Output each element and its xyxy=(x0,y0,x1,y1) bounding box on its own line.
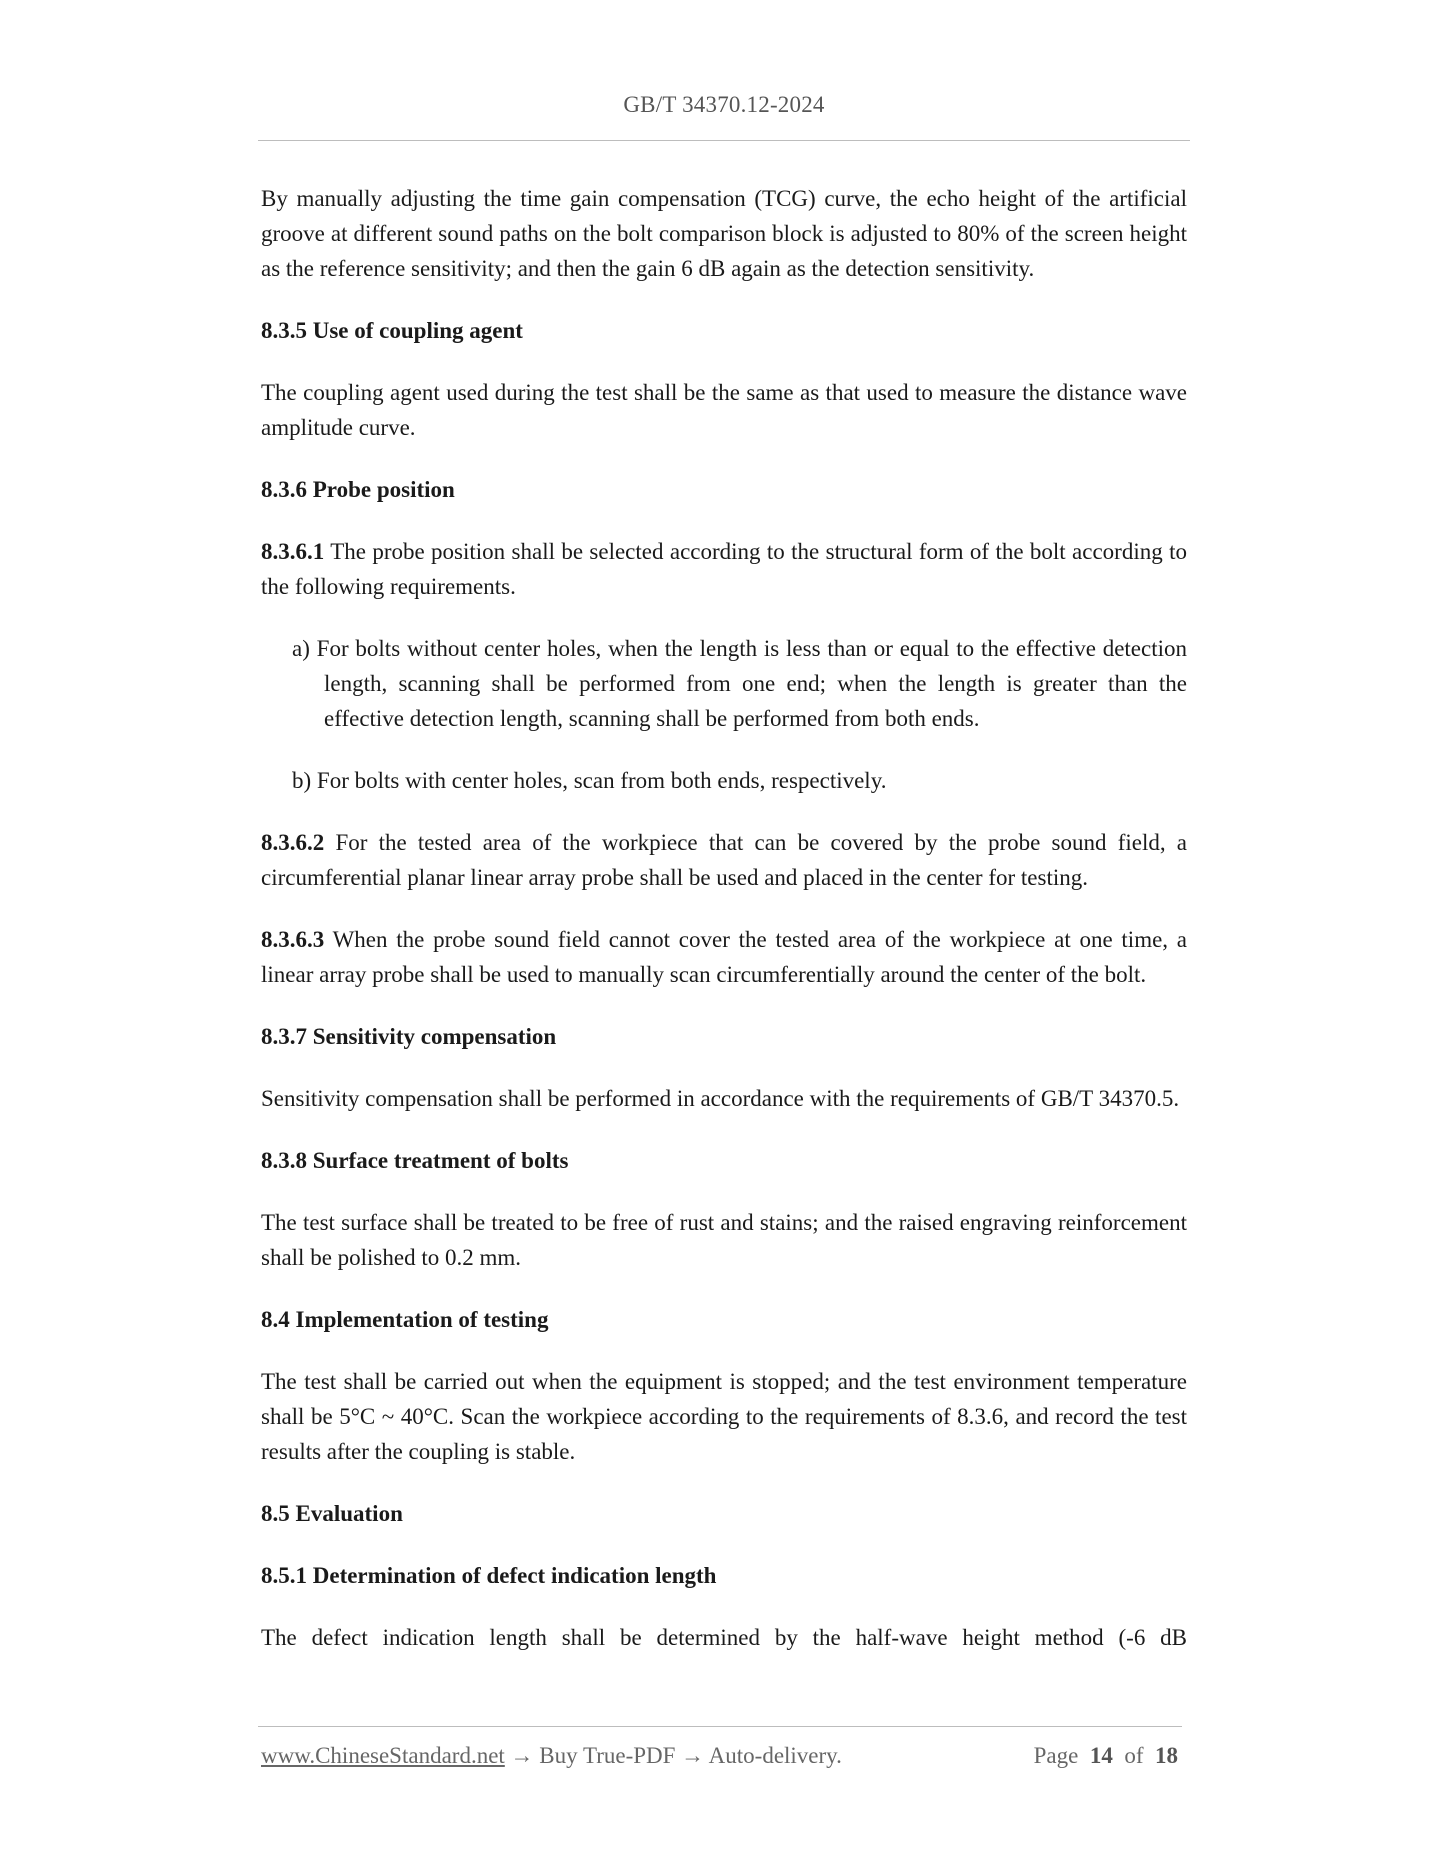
website-link[interactable]: www.ChineseStandard.net xyxy=(261,1743,505,1768)
heading-8-3-6: 8.3.6 Probe position xyxy=(261,477,455,502)
clause-number: 8.3.6.1 xyxy=(261,539,325,564)
heading-8-5-1: 8.5.1 Determination of defect indication length xyxy=(261,1563,717,1588)
heading-8-4: 8.4 Implementation of testing xyxy=(261,1307,549,1332)
footer-promo xyxy=(261,1743,842,1769)
clause-number: 8.3.6.2 xyxy=(261,830,325,855)
page-label: Page xyxy=(1033,1743,1079,1768)
page-number xyxy=(1034,1743,1178,1769)
paragraph-8-3-8: The test surface shall be treated to be free of rust and stains; and the raised engraving reinforcement shall be polished to 0.2 mm. xyxy=(261,1210,1187,1270)
paragraph-8-3-5: The coupling agent used during the test shall be the same as that used to measure the distance wave amplitude curve. xyxy=(261,380,1187,440)
clause-8-3-6-2 xyxy=(261,825,1187,895)
header-divider xyxy=(258,140,1190,141)
clause-text: For the tested area of the workpiece that can be covered by the probe sound field, a circumferential planar linear array probe shall be used and placed in the center for testing. xyxy=(261,830,1187,890)
heading-8-3-5: 8.3.5 Use of coupling agent xyxy=(261,318,523,343)
total-pages: 18 xyxy=(1155,1743,1178,1768)
clause-number: 8.3.6.3 xyxy=(261,927,325,952)
heading-8-3-7: 8.3.7 Sensitivity compensation xyxy=(261,1024,557,1049)
paragraph-8-4: The test shall be carried out when the equipment is stopped; and the test environment temperature shall be 5°C ~ 40°C. Scan the workpiece according to the requirements of 8.3.6, and record the test results after the coupling is stable. xyxy=(261,1369,1187,1464)
clause-8-3-6-3 xyxy=(261,922,1187,992)
paragraph-8-3-7: Sensitivity compensation shall be performed in accordance with the requirements of GB/T 34370.5. xyxy=(261,1086,1180,1111)
page-content xyxy=(261,181,1187,1682)
clause-8-3-6-1 xyxy=(261,534,1187,604)
paragraph-tcg: By manually adjusting the time gain compensation (TCG) curve, the echo height of the artificial groove at different sound paths on the bolt comparison block is adjusted to 80% of the screen height as the reference sensitivity; and then the gain 6 dB again as the detection sensitivity. xyxy=(261,186,1187,281)
clause-text: The probe position shall be selected according to the structural form of the bolt according to the following requirements. xyxy=(261,539,1187,599)
clause-text: When the probe sound field cannot cover the tested area of the workpiece at one time, a linear array probe shall be used to manually scan circumferentially around the center of the bolt. xyxy=(261,927,1187,987)
heading-8-3-8: 8.3.8 Surface treatment of bolts xyxy=(261,1148,569,1173)
footer-divider xyxy=(258,1726,1182,1727)
promo-text: → Buy True-PDF → Auto-delivery. xyxy=(504,1743,842,1768)
list-item-b: b) For bolts with center holes, scan from both ends, respectively. xyxy=(292,768,887,793)
document-header: GB/T 34370.12-2024 xyxy=(623,92,825,117)
paragraph-8-5-1: The defect indication length shall be determined by the half-wave height method (-6 dB xyxy=(261,1625,1187,1650)
of-label: of xyxy=(1124,1743,1144,1768)
current-page: 14 xyxy=(1089,1743,1113,1768)
heading-8-5: 8.5 Evaluation xyxy=(261,1501,403,1526)
list-item-a: a) For bolts without center holes, when the length is less than or equal to the effective detection length, scanning shall be performed from one end; when the length is greater than the effective detection length, scanning shall be performed from both ends. xyxy=(292,636,1187,731)
